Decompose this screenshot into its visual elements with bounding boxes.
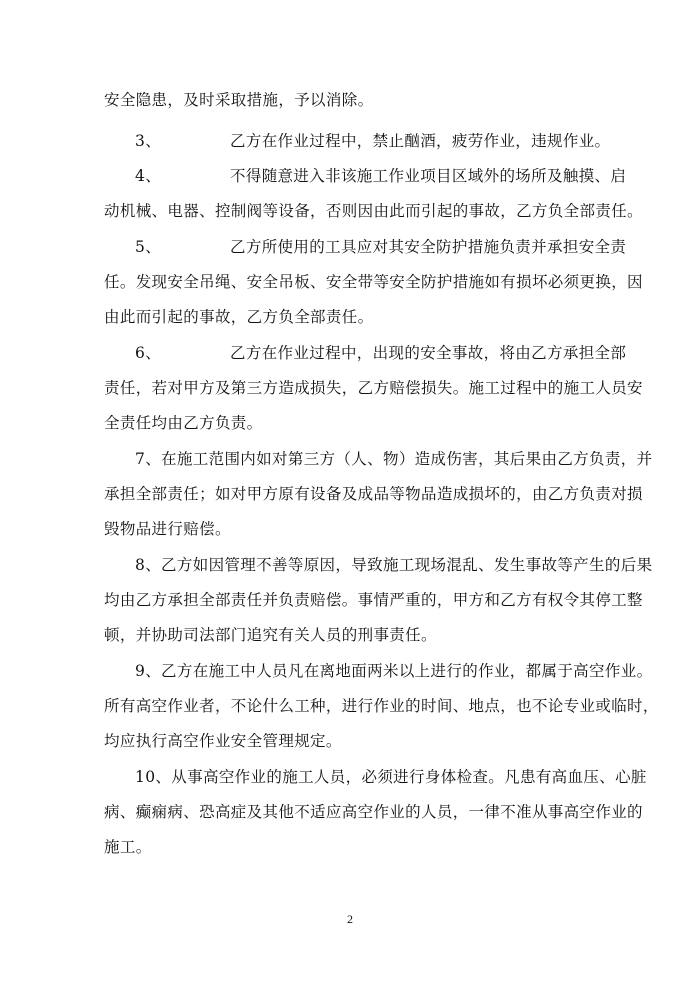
text-line: 病、癫痫病、恐高症及其他不适应高空作业的人员，一律不准从事高空作业的 [104, 803, 643, 821]
clause-10 [104, 766, 647, 858]
clause-3 [104, 130, 611, 152]
text-line: 动机械、电器、控制阀等设备，否则因由此而引起的事故，乙方负全部责任。 [104, 202, 643, 220]
text-line: 由此而引起的事故，乙方负全部责任。 [104, 308, 374, 326]
text-line: 9、乙方在施工中人员凡在离地面两米以上进行的作业，都属于高空作业。 [135, 662, 653, 680]
document-body [104, 89, 659, 858]
text-line [104, 236, 627, 258]
text-line: 顿，并协助司法部门追究有关人员的刑事责任。 [104, 626, 437, 644]
text-line: 承担全部责任；如对甲方原有设备及成品等物品造成损坏的，由乙方负责对损 [104, 485, 643, 503]
text-line [104, 130, 611, 152]
clause-number: 4、 [135, 167, 162, 185]
text-line: 8、乙方如因管理不善等原因，导致施工现场混乱、发生事故等产生的后果 [135, 556, 653, 574]
clause-4 [104, 165, 643, 222]
text-line [104, 342, 627, 364]
clause-8 [104, 554, 653, 646]
text-line [104, 165, 627, 187]
page-number: 2 [347, 912, 353, 926]
text-line: 均应执行高空作业安全管理规定。 [104, 732, 342, 750]
text-line: 毁物品进行赔偿。 [104, 520, 231, 538]
text-line: 10、从事高空作业的施工人员，必须进行身体检查。凡患有高血压、心脏 [135, 768, 647, 786]
text-line: 施工。 [104, 838, 152, 856]
text-line: 均由乙方承担全部责任并负责赔偿。事情严重的，甲方和乙方有权令其停工整 [104, 591, 643, 609]
clause-text: 乙方所使用的工具应对其安全防护措施负责并承担安全责 [230, 238, 627, 256]
clause-9 [104, 660, 659, 752]
clause-number: 5、 [135, 238, 162, 256]
clause-text: 乙方在作业过程中，禁止酗酒，疲劳作业，违规作业。 [230, 132, 611, 150]
text-line: 安全隐患，及时采取措施，予以消除。 [104, 91, 374, 109]
paragraph-continuation [104, 89, 594, 111]
text-line: 任。发现安全吊绳、安全吊板、安全带等安全防护措施如有损坏必须更换，因 [104, 273, 643, 291]
clause-text: 乙方在作业过程中，出现的安全事故，将由乙方承担全部 [230, 344, 627, 362]
text-line: 全责任均由乙方负责。 [104, 414, 263, 432]
clause-6 [104, 342, 643, 434]
clause-text: 不得随意进入非该施工作业项目区域外的场所及触摸、启 [230, 167, 627, 185]
text-line: 责任，若对甲方及第三方造成损失，乙方赔偿损失。施工过程中的施工人员安 [104, 379, 643, 397]
text-line: 7、在施工范围内如对第三方（人、物）造成伤害，其后果由乙方负责，并 [135, 450, 653, 468]
clause-7 [104, 448, 653, 540]
clause-number: 6、 [135, 344, 162, 362]
clause-5 [104, 236, 643, 328]
clause-number: 3、 [135, 132, 162, 150]
text-line: 所有高空作业者，不论什么工种，进行作业的时间、地点，也不论专业或临时， [104, 697, 659, 715]
